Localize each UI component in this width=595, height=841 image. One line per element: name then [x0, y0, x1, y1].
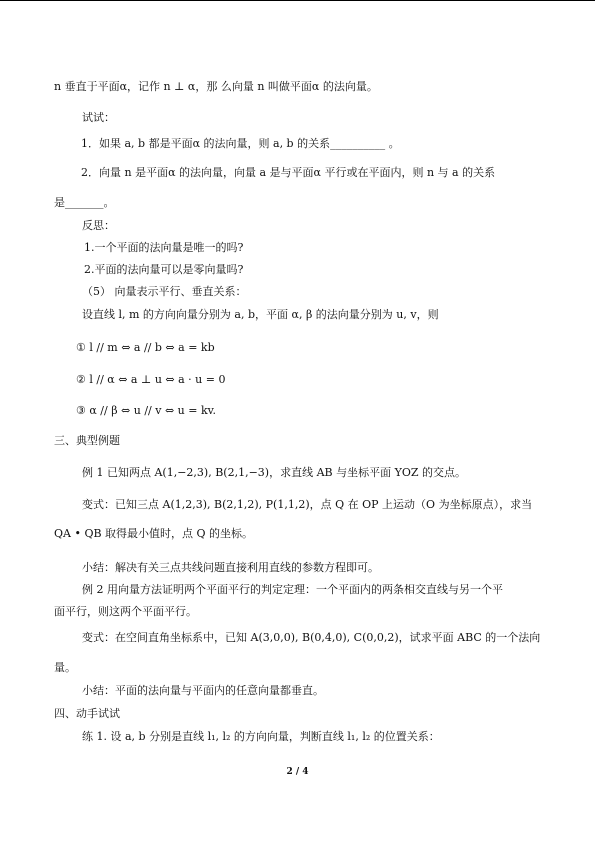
- text-line: 量。: [54, 661, 76, 674]
- text-line: 设直线 l, m 的方向向量分别为 a, b，平面 α, β 的法向量分别为 u, v，则: [82, 308, 439, 321]
- text-line: 练 1. 设 a, b 分别是直线 l₁, l₂ 的方向向量，判断直线 l₁, l₂ 的位置关系：: [82, 730, 440, 743]
- text-line: n 垂直于平面α，记作 n ⊥ α，那 么向量 n 叫做平面α 的法向量。: [54, 80, 378, 93]
- text-line: 反思：: [82, 219, 115, 232]
- text-line: 1.一个平面的法向量是唯一的吗?: [84, 241, 244, 254]
- page-top-rule: [0, 0, 595, 1]
- text-line: ② l // α ⇔ a ⊥ u ⇔ a · u = 0: [76, 373, 226, 386]
- text-line: 四、动手试试: [54, 707, 120, 720]
- text-line: 小结：解决有关三点共线问题直接利用直线的参数方程即可。: [82, 561, 379, 574]
- text-line: （5） 向量表示平行、垂直关系：: [82, 285, 247, 298]
- text-line: 例 1 已知两点 A(1,−2,3), B(2,1,−3)，求直线 AB 与坐标平面 YOZ 的交点。: [82, 466, 467, 479]
- text-line: ③ α // β ⇔ u // v ⇔ u = kv.: [76, 404, 217, 417]
- text-line: 变式：在空间直角坐标系中，已知 A(3,0,0), B(0,4,0), C(0,0,2)，试求平面 ABC 的一个法向: [82, 631, 541, 644]
- text-line: 2．向量 n 是平面α 的法向量，向量 a 是与平面α 平行或在平面内，则 n 与 a 的关系: [81, 166, 496, 179]
- text-line: 例 2 用向量方法证明两个平面平行的判定定理：一个平面内的两条相交直线与另一个平: [82, 583, 503, 596]
- text-line: ① l // m ⇔ a // b ⇔ a = kb: [76, 341, 215, 354]
- text-line: 1．如果 a, b 都是平面α 的法向量，则 a, b 的关系__________ 。: [81, 137, 400, 150]
- text-line: 面平行，则这两个平面平行。: [54, 605, 197, 618]
- text-line: 小结：平面的法向量与平面内的任意向量都垂直。: [82, 684, 324, 697]
- text-line: 变式：已知三点 A(1,2,3), B(2,1,2), P(1,1,2)，点 Q 在 OP 上运动（O 为坐标原点），求当: [82, 498, 533, 511]
- text-line: 是_______。: [54, 196, 115, 209]
- text-line: 三、典型例题: [54, 434, 120, 447]
- text-line: QA • QB 取得最小值时，点 Q 的坐标。: [54, 527, 254, 540]
- page-number: 2 / 4: [286, 767, 309, 777]
- text-line: 试试：: [82, 111, 115, 124]
- text-line: 2.平面的法向量可以是零向量吗?: [84, 263, 244, 276]
